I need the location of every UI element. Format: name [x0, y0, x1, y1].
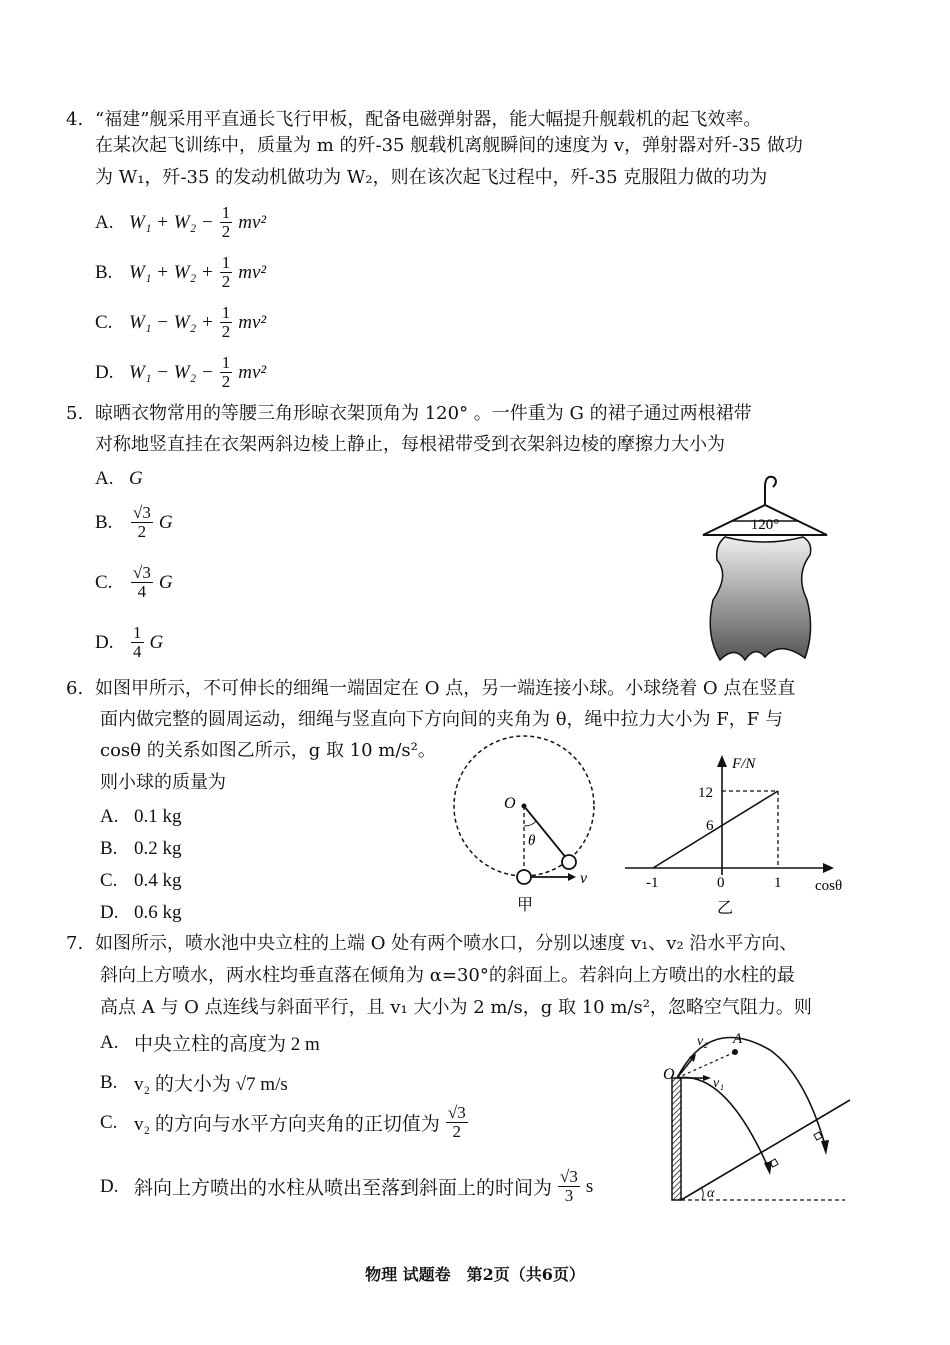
- label-v: v: [580, 870, 588, 887]
- question-text: 对称地竖直挂在衣架两斜边棱上静止，每根裙带受到衣架斜边棱的摩擦力大小为: [95, 434, 725, 455]
- question-text: 高点 A 与 O 点连线与斜面平行，且 v₁ 大小为 2 m/s，g 取 10 m/s²，忽略空气阻力。则: [100, 997, 812, 1018]
- formula: G: [149, 631, 164, 653]
- caption-jia: 甲: [517, 897, 534, 914]
- tick-0: 0: [717, 875, 725, 891]
- question-text: 晾晒衣物常用的等腰三角形晾衣架顶角为 120° 。一件重为 G 的裙子通过两根裙带: [95, 403, 752, 424]
- question-text: “福建”舰采用平直通长飞行甲板，配备电磁弹射器，能大幅提升舰载机的起飞效率。: [95, 109, 762, 130]
- caption-yi: 乙: [717, 900, 734, 917]
- formula: W₁ + W₂ +: [129, 261, 214, 283]
- option-text: 0.4 kg: [134, 870, 182, 891]
- ball: [517, 870, 531, 884]
- hook-icon: [765, 477, 776, 505]
- option-b[interactable]: [100, 1069, 288, 1096]
- question-text: 如图甲所示，不可伸长的细绳一端固定在 O 点，另一端连接小球。小球绕着 O 点在竖直: [95, 678, 796, 699]
- tick-1: 1: [774, 875, 782, 891]
- denominator: 4: [133, 642, 142, 661]
- option-text: 斜向上方喷出的水柱从喷出至落到斜面上的时间为: [134, 1178, 553, 1199]
- option-label: B.: [100, 838, 118, 859]
- fraction: [446, 1104, 468, 1141]
- hanger-figure: [695, 465, 830, 670]
- option-label: C.: [95, 311, 113, 333]
- option-a[interactable]: [100, 1029, 320, 1056]
- denominator: 3: [564, 1186, 574, 1205]
- option-text: 0.6 kg: [134, 902, 182, 923]
- denominator: 2: [221, 322, 231, 341]
- pillar: [672, 1078, 681, 1200]
- numerator: 1: [221, 353, 231, 372]
- numerator: 1: [133, 623, 142, 642]
- option-label: D.: [100, 1175, 119, 1197]
- denominator: 2: [221, 272, 231, 291]
- formula: W₁ + W₂ −: [129, 211, 214, 233]
- option-b[interactable]: [95, 504, 173, 541]
- option-b[interactable]: [95, 254, 266, 291]
- formula: W₁ − W₂ −: [129, 361, 214, 383]
- option-b[interactable]: [100, 838, 182, 860]
- arrow-icon: [821, 1140, 829, 1155]
- fraction: [220, 304, 233, 341]
- label-o: O: [504, 795, 516, 812]
- numerator: √3: [560, 1167, 578, 1186]
- question-text: 面内做完整的圆周运动，细绳与竖直向下方向间的夹角为 θ，绳中拉力大小为 F，F 与: [100, 709, 783, 730]
- question-text: 为 W₁，歼-35 的发动机做功为 W₂，则在该次起飞过程中，歼-35 克服阻力做的功为: [95, 167, 768, 188]
- option-label: B.: [100, 1071, 118, 1093]
- question-number: 4.: [66, 109, 84, 130]
- option-c[interactable]: [95, 564, 173, 601]
- option-label: D.: [95, 631, 114, 653]
- option-text: G: [129, 468, 143, 489]
- skirt: [710, 537, 810, 660]
- question-text: 在某次起飞训练中，质量为 m 的歼-35 舰载机离舰瞬间的速度为 v，弹射器对歼-35 做功: [95, 135, 803, 156]
- label-alpha: α: [707, 1186, 715, 1201]
- arrow-icon: [568, 873, 576, 881]
- fraction: [131, 504, 153, 541]
- option-label: A.: [95, 211, 114, 233]
- option-text: 0.2 kg: [134, 838, 182, 859]
- question-text: 则小球的质量为: [100, 772, 226, 793]
- label-o: O: [663, 1066, 675, 1083]
- page-footer: 物理 试题卷 第2页（共6页）: [365, 1265, 585, 1284]
- option-label: D.: [100, 902, 119, 923]
- option-d[interactable]: [95, 624, 163, 661]
- numerator: √3: [133, 503, 151, 522]
- figure-yi-graph: [620, 750, 860, 920]
- question-text: 斜向上方喷水，两水柱均垂直落在倾角为 α=30°的斜面上。若斜向上方喷出的水柱的最: [100, 965, 795, 986]
- label-v1: v₁: [713, 1076, 725, 1091]
- formula: mv²: [238, 211, 267, 233]
- formula: G: [158, 571, 173, 593]
- y-axis-arrow-icon: [717, 755, 727, 767]
- question-text: cosθ 的关系如图乙所示，g 取 10 m/s²。: [100, 740, 436, 761]
- tick-6: 6: [706, 818, 714, 834]
- label-theta: θ: [528, 833, 536, 849]
- option-text: 0.1 kg: [134, 806, 182, 827]
- denominator: 4: [137, 582, 147, 601]
- formula: G: [158, 511, 173, 533]
- formula: mv²: [238, 311, 267, 333]
- question-number: 5.: [66, 403, 84, 424]
- fraction: [220, 354, 233, 391]
- numerator: √3: [133, 563, 151, 582]
- question-number: 7.: [66, 933, 84, 954]
- f-line: [653, 791, 778, 868]
- option-label: A.: [95, 468, 114, 489]
- option-label: C.: [100, 1111, 118, 1133]
- option-label: B.: [95, 261, 113, 283]
- fraction: [558, 1168, 580, 1205]
- option-label: A.: [100, 1031, 119, 1053]
- tick-minus-1: -1: [646, 875, 659, 891]
- numerator: √3: [447, 1103, 466, 1122]
- label-v2: v₂: [697, 1034, 709, 1049]
- option-label: D.: [95, 361, 114, 383]
- x-axis-arrow-icon: [823, 863, 834, 873]
- arrow-icon: [703, 1075, 711, 1081]
- option-label: B.: [95, 511, 113, 533]
- option-c[interactable]: [95, 304, 266, 341]
- label-a: A: [733, 1031, 743, 1047]
- question-text: 如图所示，喷水池中央立柱的上端 O 处有两个喷水口，分别以速度 v₁、v₂ 沿水平方向、: [95, 933, 798, 954]
- option-label: C.: [95, 571, 113, 593]
- denominator: 2: [221, 372, 231, 391]
- fraction: [220, 254, 233, 291]
- numerator: 1: [221, 253, 231, 272]
- formula: mv²: [238, 361, 267, 383]
- option-label: A.: [100, 806, 119, 827]
- option-c[interactable]: [100, 870, 182, 892]
- figure-jia: [440, 730, 620, 920]
- numerator: 1: [221, 203, 231, 222]
- x-axis-label: cosθ: [815, 878, 843, 894]
- option-c[interactable]: [100, 1104, 474, 1141]
- option-a[interactable]: [95, 468, 143, 490]
- option-d[interactable]: [100, 902, 182, 924]
- option-text: 中央立柱的高度为 2 m: [134, 1034, 320, 1055]
- option-a[interactable]: [100, 806, 182, 828]
- formula: mv²: [238, 261, 267, 283]
- fraction: [220, 204, 233, 241]
- point-a: [732, 1049, 738, 1055]
- option-d[interactable]: [100, 1168, 593, 1205]
- formula: W₁ − W₂ +: [129, 311, 214, 333]
- fountain-figure: [655, 1025, 865, 1210]
- ball: [562, 855, 576, 869]
- tick-12: 12: [698, 785, 713, 801]
- denominator: 2: [452, 1122, 462, 1141]
- denominator: 2: [221, 222, 231, 241]
- angle-label: 120°: [750, 517, 780, 533]
- question-number: 6.: [66, 678, 84, 699]
- option-label: C.: [100, 870, 118, 891]
- fraction: [131, 564, 153, 601]
- option-a[interactable]: [95, 204, 266, 241]
- fraction: [131, 624, 144, 661]
- option-text: v₂ 的方向与水平方向夹角的正切值为: [134, 1114, 440, 1135]
- y-axis-label: F/N: [732, 756, 756, 772]
- denominator: 2: [137, 522, 147, 541]
- option-text: v₂ 的大小为 √7 m/s: [134, 1074, 288, 1095]
- numerator: 1: [221, 303, 231, 322]
- option-text: s: [585, 1175, 594, 1197]
- option-d[interactable]: [95, 354, 266, 391]
